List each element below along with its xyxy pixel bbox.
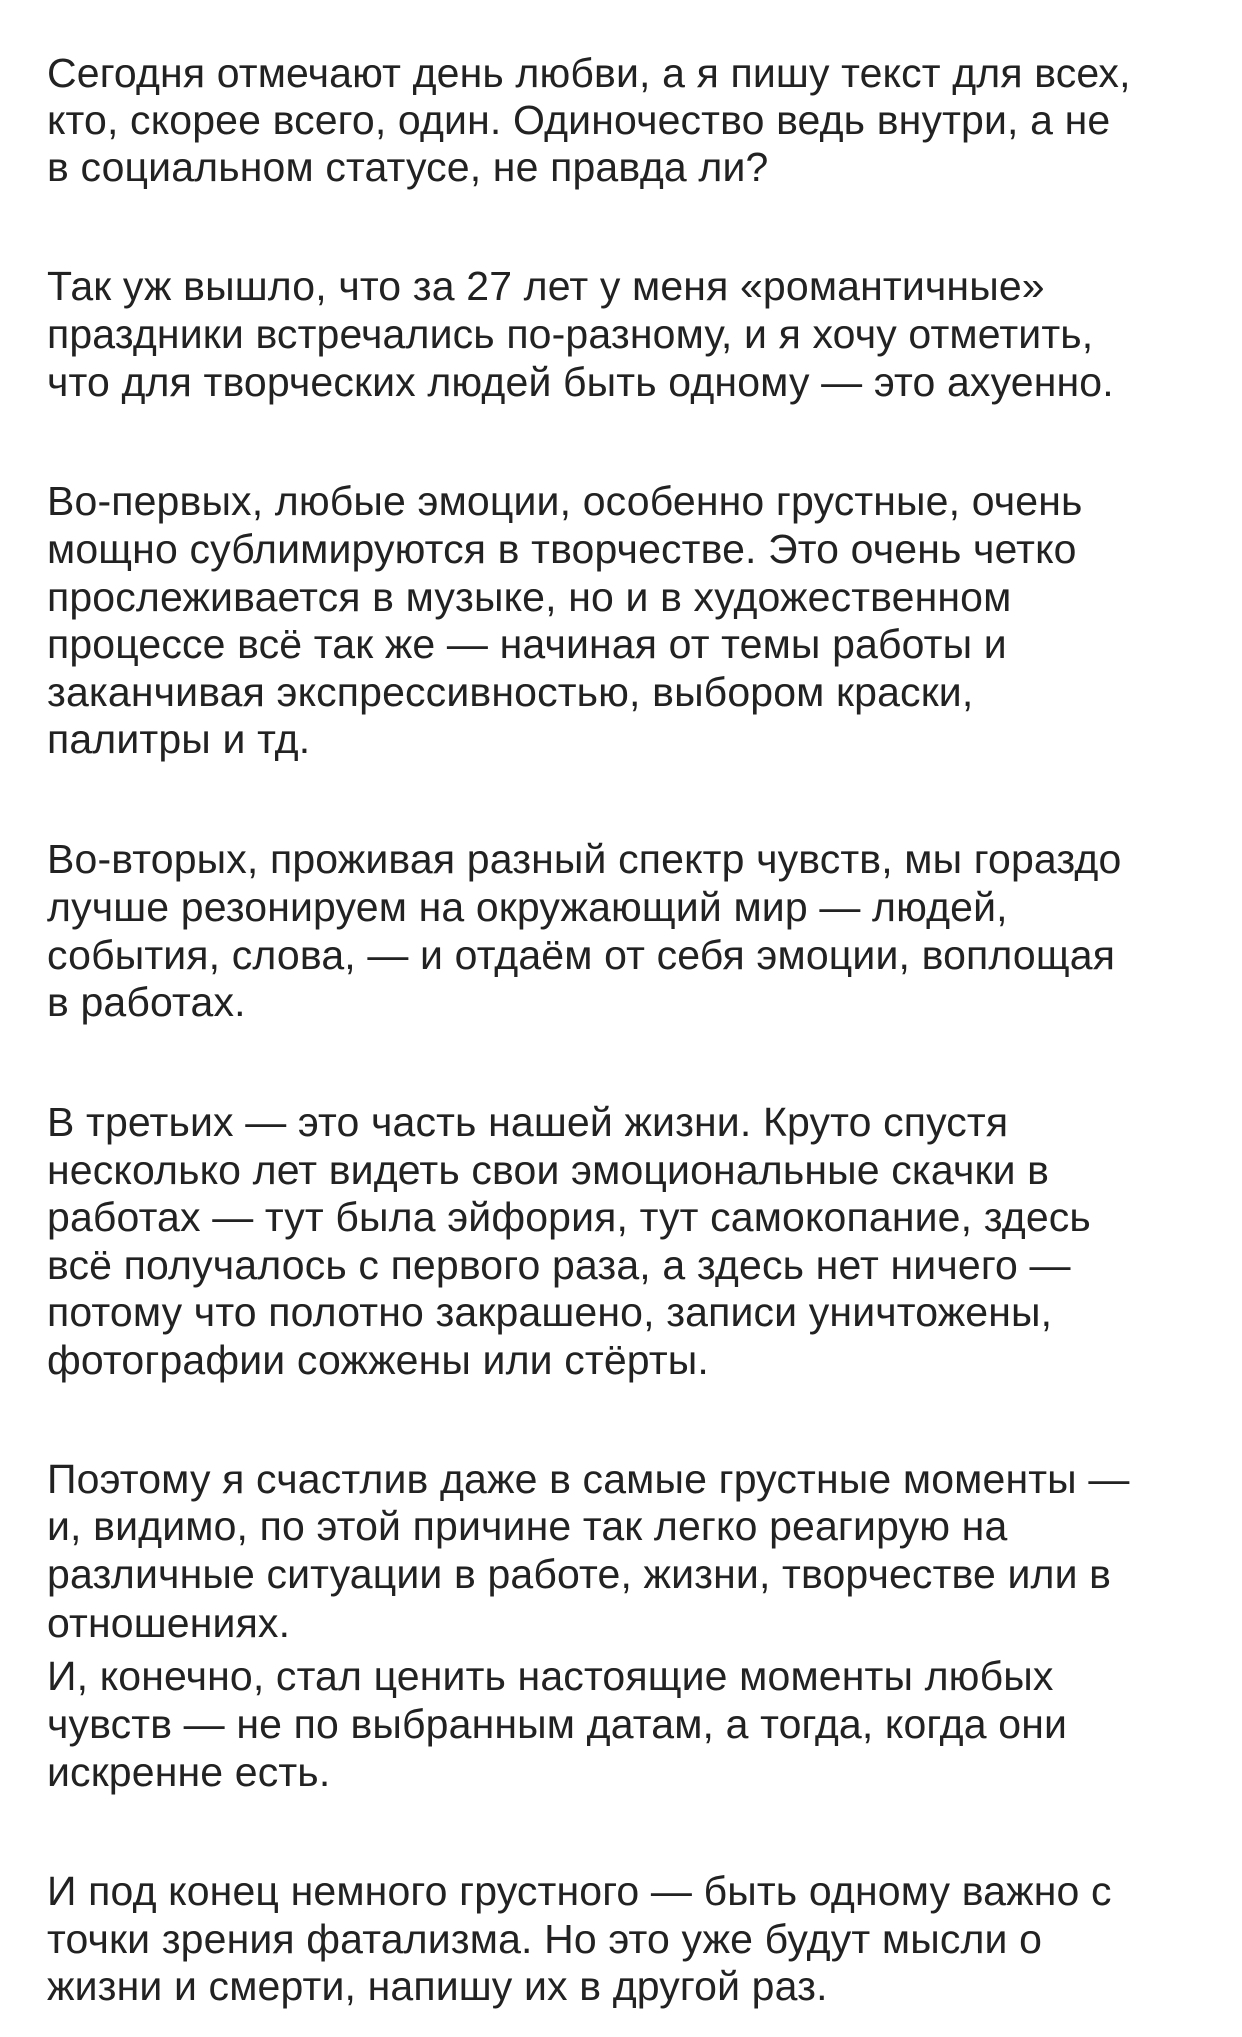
paragraph-6-line-5: И, конечно, стал ценить настоящие моменты любых xyxy=(47,1653,1054,1699)
paragraph-6-line-7: искренне есть. xyxy=(47,1749,331,1795)
paragraph-1-line-3: в социальном статусе, не правда ли? xyxy=(47,144,769,190)
paragraph-7-line-2: точки зрения фатализма. Но это уже будут мысли о xyxy=(47,1916,1043,1962)
paragraph-7-line-3: жизни и смерти, напишу их в другой раз. xyxy=(47,1963,828,2009)
paragraph-5-line-6: фотографии сожжены или стёрты. xyxy=(47,1337,709,1383)
paragraph-4-line-2: лучше резонируем на окружающий мир — людей, xyxy=(47,884,1008,930)
paragraph-3-line-5: заканчивая экспрессивностью, выбором краски, xyxy=(47,669,974,715)
paragraph-7-line-1: И под конец немного грустного — быть одному важно с xyxy=(47,1868,1112,1914)
paragraph-6-line-2: и, видимо, по этой причине так легко реагирую на xyxy=(47,1503,1008,1549)
paragraph-6-line-1: Поэтому я счастлив даже в самые грустные моменты — xyxy=(47,1456,1130,1502)
paragraph-1-line-2: кто, скорее всего, один. Одиночество ведь внутри, а не xyxy=(47,97,1111,143)
paragraph-5-line-1: В третьих — это часть нашей жизни. Круто спустя xyxy=(47,1099,1009,1145)
paragraph-6-line-3: различные ситуации в работе, жизни, творчестве или в xyxy=(47,1551,1112,1597)
paragraph-2-line-1: Так уж вышло, что за 27 лет у меня «романтичные» xyxy=(47,263,1045,309)
paragraph-6-line-4: отношениях. xyxy=(47,1600,291,1646)
paragraph-3-line-4: процессе всё так же — начиная от темы работы и xyxy=(47,621,1007,667)
paragraph-5-line-3: работах — тут была эйфория, тут самокопание, здесь xyxy=(47,1194,1091,1240)
paragraph-3-line-3: прослеживается в музыке, но и в художественном xyxy=(47,574,1012,620)
paragraph-3-line-6: палитры и тд. xyxy=(47,716,311,762)
paragraph-5-line-4: всё получалось с первого раза, а здесь нет ничего — xyxy=(47,1242,1071,1288)
paragraph-5-line-2: несколько лет видеть свои эмоциональные скачки в xyxy=(47,1147,1050,1193)
paragraph-4-line-3: события, слова, — и отдаём от себя эмоции, воплощая xyxy=(47,932,1116,978)
paragraph-4-line-1: Во-вторых, проживая разный спектр чувств, мы гораздо xyxy=(47,836,1122,882)
paragraph-2-line-2: праздники встречались по-разному, и я хочу отметить, xyxy=(47,311,1094,357)
paragraph-6-line-6: чувств — не по выбранным датам, а тогда, когда они xyxy=(47,1701,1068,1747)
paragraph-1-line-1: Сегодня отмечают день любви, а я пишу текст для всех, xyxy=(47,50,1131,96)
paragraph-3-line-2: мощно сублимируются в творчестве. Это очень четко xyxy=(47,526,1077,572)
paragraph-3-line-1: Во-первых, любые эмоции, особенно грустные, очень xyxy=(47,478,1083,524)
paragraph-5-line-5: потому что полотно закрашено, записи уничтожены, xyxy=(47,1289,1053,1335)
paragraph-2-line-3: что для творческих людей быть одному — это ахуенно. xyxy=(47,359,1114,405)
paragraph-4-line-4: в работах. xyxy=(47,979,246,1025)
